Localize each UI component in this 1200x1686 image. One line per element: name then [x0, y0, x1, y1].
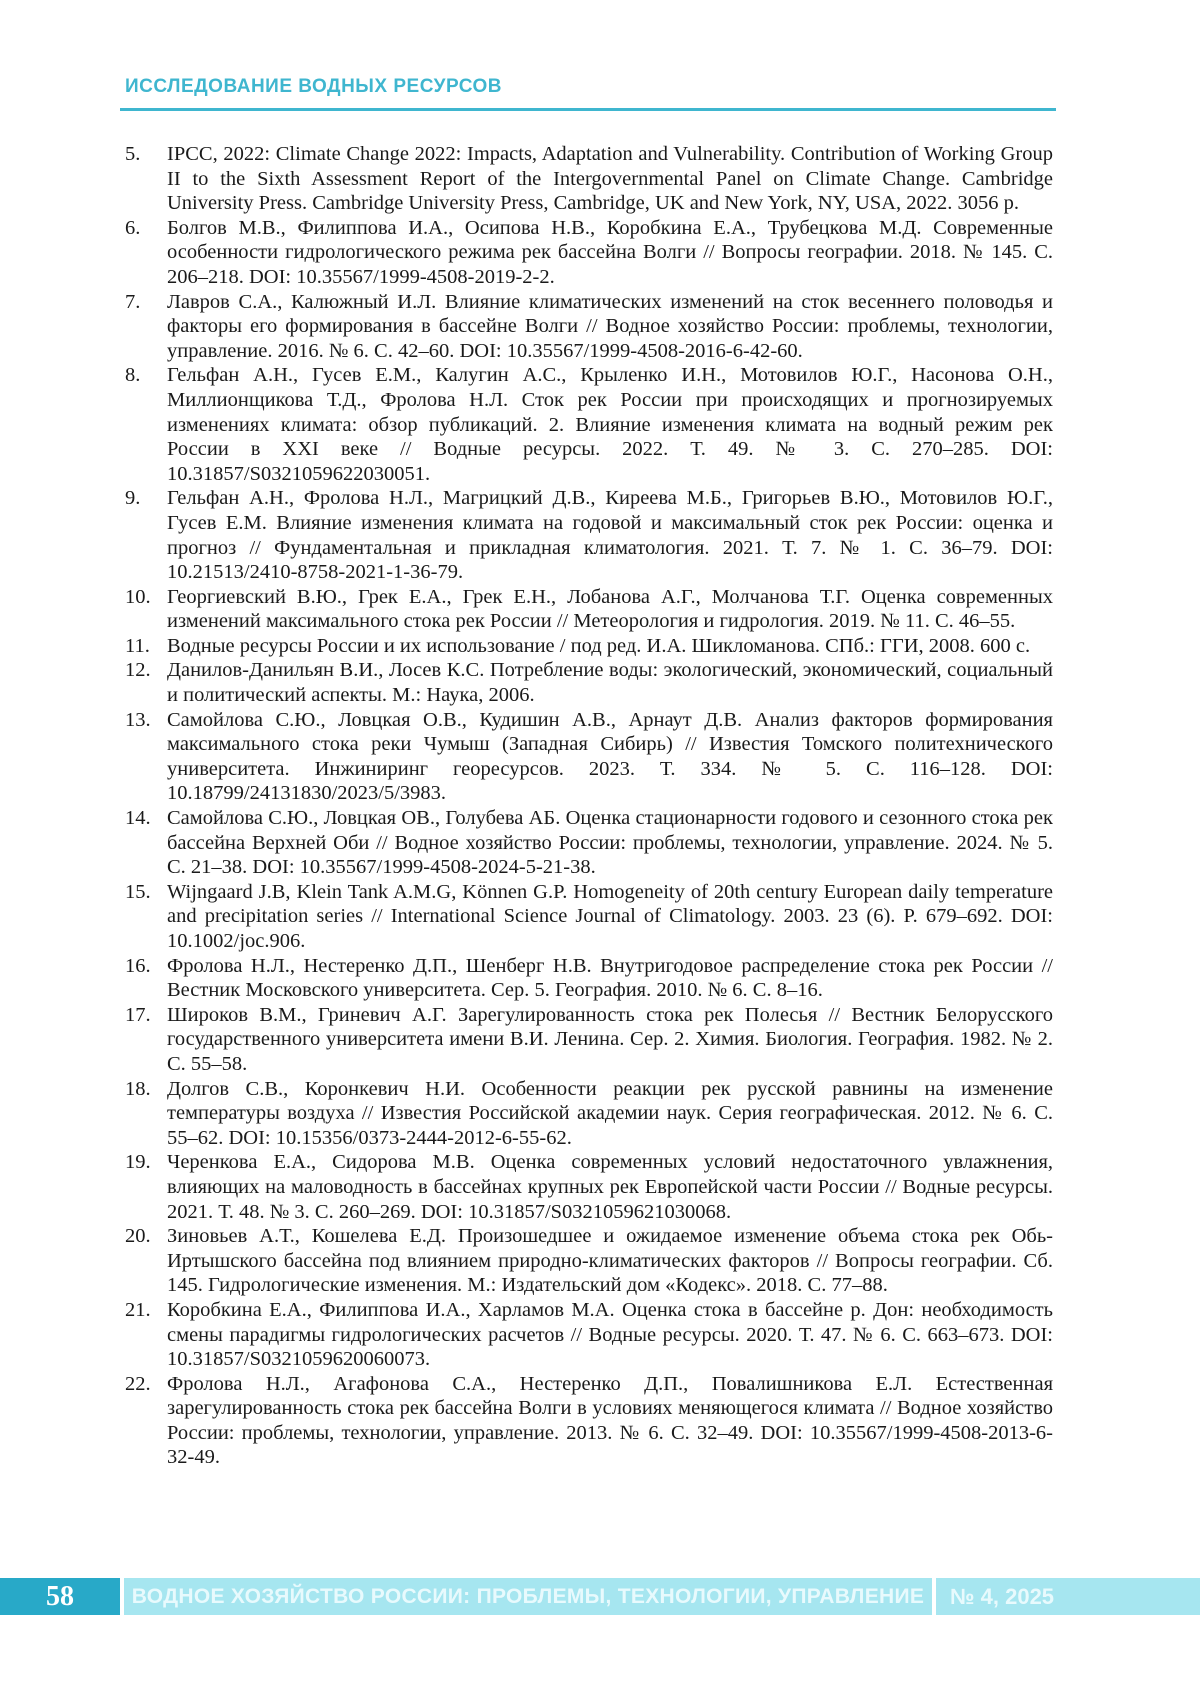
reference-item [125, 585, 1053, 634]
reference-item [125, 1224, 1053, 1298]
reference-item [125, 658, 1053, 707]
reference-item [125, 1150, 1053, 1224]
reference-item [125, 216, 1053, 290]
reference-item [125, 1298, 1053, 1372]
issue-label: № 4, 2025 [936, 1578, 1200, 1615]
reference-number: 9. [125, 487, 141, 510]
reference-item [125, 486, 1053, 584]
reference-number: 15. [125, 880, 151, 903]
reference-text: Коробкина Е.А., Филиппова И.А., Харламов М.А. Оценка стока в бассейне р. Дон: необходимость смены парадигмы гидрологических расчетов // Водные ресурсы. 2020. Т. 47. № 6. С. 663–673. DOI: 10.31857/S0321059620060073. [167, 1298, 1053, 1371]
reference-text: Самойлова С.Ю., Ловцкая ОВ., Голубева АБ. Оценка стационарности годового и сезонного стока рек бассейна Верхней Оби // Водное хозяйство России: проблемы, технологии, управление. 2024. № 5. С. 21–38. DOI: 10.35567/1999-4508-2024-5-21-38. [167, 807, 1053, 879]
reference-text: Wijngaard J.B, Klein Tank A.M.G, Können G.P. Homogeneity of 20th century European daily temperature and precipitation series // International Science Journal of Climatology. 2003. 23 (6). P. 679–692. DOI: 10.1002/joc.906. [167, 880, 1053, 952]
reference-text: Водные ресурсы России и их использование / под ред. И.А. Шикломанова. СПб.: ГГИ, 2008. 600 с. [167, 634, 1031, 657]
reference-text: Данилов-Данильян В.И., Лосев К.С. Потребление воды: экологический, экономический, социальный и политический аспекты. М.: Наука, 2006. [167, 659, 1053, 707]
reference-text: Болгов М.В., Филиппова И.А., Осипова Н.В., Коробкина Е.А., Трубецкова М.Д. Современные особенности гидрологического режима рек бассейна Волги // Вопросы географии. 2018. № 145. С. 206–218. DOI: 10.35567/1999-4508-2019-2-2. [167, 216, 1053, 288]
reference-number: 7. [125, 290, 141, 313]
reference-text: Черенкова Е.А., Сидорова М.В. Оценка современных условий недостаточного увлажнения, влияющих на маловодность в бассейнах крупных рек Европейской части России // Водные ресурсы. 2021. Т. 48. № 3. С. 260–269. DOI: 10.31857/S0321059621030068. [167, 1151, 1053, 1223]
reference-text: Гельфан А.Н., Гусев Е.М., Калугин А.С., Крыленко И.Н., Мотовилов Ю.Г., Насонова О.Н., Миллионщикова Т.Д., Фролова Н.Л. Сток рек России при происходящих и прогнозируемых изменениях климата: обзор публикаций. 2. Влияние изменения климата на водный режим рек России в XXI веке // Водные ресурсы. 2022. Т. 49. № 3. С. 270–285. DOI: 10.31857/S0321059622030051. [167, 364, 1053, 485]
reference-item [125, 1003, 1053, 1077]
reference-text: Фролова Н.Л., Агафонова С.А., Нестеренко Д.П., Повалишникова Е.Л. Естественная зарегулированность стока рек бассейна Волги в условиях меняющегося климата // Водное хозяйство России: проблемы, технологии, управление. 2013. № 6. С. 32–49. DOI: 10.35567/1999-4508-2013-6-32-49. [167, 1372, 1053, 1469]
reference-item [125, 880, 1053, 954]
reference-text: Фролова Н.Л., Нестеренко Д.П., Шенберг Н.В. Внутригодовое распределение стока рек России // Вестник Московского университета. Сер. 5. География. 2010. № 6. С. 8–16. [167, 954, 1053, 1002]
reference-item [125, 363, 1053, 486]
reference-item [125, 1077, 1053, 1151]
reference-item [125, 290, 1053, 364]
reference-number: 16. [125, 954, 151, 977]
reference-number: 5. [125, 143, 141, 165]
reference-item [125, 142, 1053, 216]
journal-title: ВОДНОЕ ХОЗЯЙСТВО РОССИИ: ПРОБЛЕМЫ, ТЕХНОЛОГИИ, УПРАВЛЕНИЕ [124, 1578, 932, 1615]
reference-text: Лавров С.А., Калюжный И.Л. Влияние климатических изменений на сток весеннего половодья и факторы его формирования в бассейне Волги // Водное хозяйство России: проблемы, технологии, управление. 2016. № 6. С. 42–60. DOI: 10.35567/1999-4508-2016-6-42-60. [167, 290, 1053, 362]
page-number: 58 [0, 1578, 120, 1615]
reference-item [125, 954, 1053, 1003]
header-rule [120, 108, 1056, 111]
reference-number: 12. [125, 659, 151, 682]
reference-item [125, 1372, 1053, 1470]
reference-text: Долгов С.В., Коронкевич Н.И. Особенности реакции рек русской равнины на изменение температуры воздуха // Известия Российской академии наук. Серия географическая. 2012. № 6. С. 55–62. DOI: 10.15356/0373-2444-2012-6-55-62. [167, 1077, 1053, 1149]
reference-number: 19. [125, 1151, 151, 1174]
reference-text: IPCC, 2022: Climate Change 2022: Impacts, Adaptation and Vulnerability. Contribution of Working Group II to the Sixth Assessment Report of the Intergovernmental Panel on Climate Change. Cambridge University Press. Cambridge University Press, Cambridge, UK and New York, NY, USA, 2022. 3056 p. [167, 143, 1053, 215]
reference-number: 14. [125, 807, 151, 830]
page-footer [0, 1578, 1200, 1615]
reference-number: 13. [125, 708, 151, 731]
reference-text: Георгиевский В.Ю., Грек Е.А., Грек Е.Н., Лобанова А.Г., Молчанова Т.Г. Оценка современных изменений максимального стока рек России // Метеорология и гидрология. 2019. № 11. С. 46–55. [167, 585, 1053, 633]
reference-text: Широков В.М., Гриневич А.Г. Зарегулированность стока рек Полесья // Вестник Белорусского государственного университета имени В.И. Ленина. Сер. 2. Химия. Биология. География. 1982. № 2. С. 55–58. [167, 1003, 1053, 1075]
reference-text: Самойлова С.Ю., Ловцкая О.В., Кудишин А.В., Арнаут Д.В. Анализ факторов формирования максимального стока реки Чумыш (Западная Сибирь) // Известия Томского политехнического университета. Инжиниринг георесурсов. 2023. Т. 334. № 5. С. 116–128. DOI: 10.18799/24131830/2023/5/3983. [167, 708, 1053, 805]
reference-item [125, 708, 1053, 806]
reference-number: 18. [125, 1077, 151, 1100]
reference-number: 20. [125, 1225, 151, 1248]
reference-number: 17. [125, 1003, 151, 1026]
reference-list [125, 142, 1053, 1470]
reference-number: 22. [125, 1372, 151, 1395]
reference-item [125, 806, 1053, 880]
reference-number: 11. [125, 634, 150, 657]
reference-number: 8. [125, 364, 141, 387]
reference-text: Зиновьев А.Т., Кошелева Е.Д. Произошедшее и ожидаемое изменение объема стока рек Обь-Иртышского бассейна под влиянием природно-климатических факторов // Вопросы географии. Сб. 145. Гидрологические изменения. М.: Издательский дом «Кодекс». 2018. С. 77–88. [167, 1225, 1053, 1297]
running-header: ИССЛЕДОВАНИЕ ВОДНЫХ РЕСУРСОВ [125, 76, 502, 97]
reference-text: Гельфан А.Н., Фролова Н.Л., Магрицкий Д.В., Киреева М.Б., Григорьев В.Ю., Мотовилов Ю.Г., Гусев Е.М. Влияние изменения климата на годовой и максимальный сток рек России: оценка и прогноз // Фундаментальная и прикладная климатология. 2021. Т. 7. № 1. С. 36–79. DOI: 10.21513/2410-8758-2021-1-36-79. [167, 487, 1053, 584]
reference-item [125, 634, 1053, 659]
reference-number: 10. [125, 585, 151, 608]
reference-number: 6. [125, 216, 141, 239]
reference-number: 21. [125, 1298, 151, 1321]
